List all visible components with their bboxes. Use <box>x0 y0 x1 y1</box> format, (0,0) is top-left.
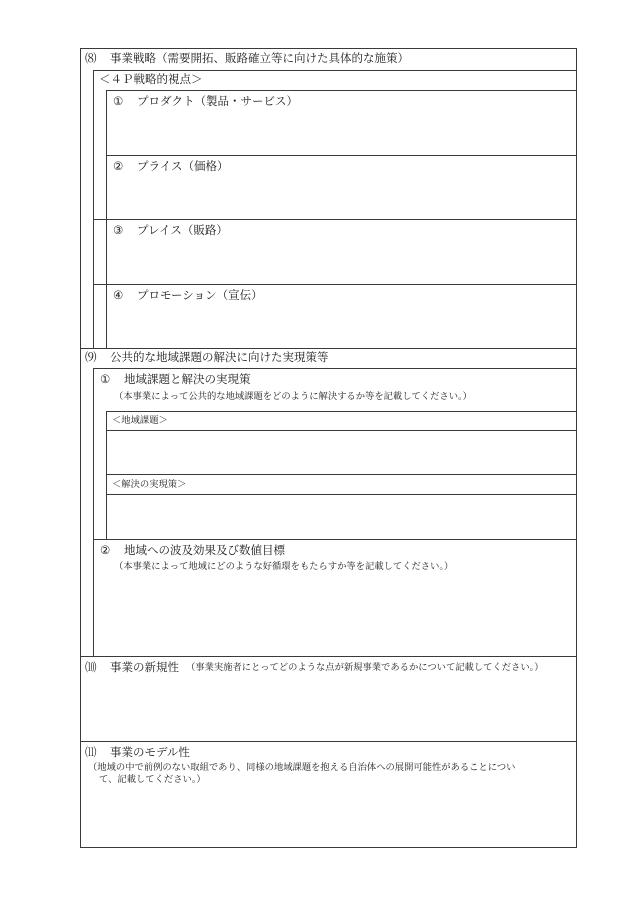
s8-item4-number: ④ <box>113 288 124 302</box>
s8-subtitle-divider <box>106 90 577 91</box>
s9-sub2-top <box>106 474 577 475</box>
s8-item2-answer-field[interactable] <box>107 176 576 219</box>
s8-item-divider-2 <box>106 155 577 156</box>
s8-indent-line <box>93 70 94 348</box>
s9-regional-issue-field[interactable] <box>107 431 576 474</box>
s8-item4-label: プロモーション（宣伝） <box>137 288 263 302</box>
s8-subtitle: ＜４Ｐ戦略的視点＞ <box>99 72 203 86</box>
s8-item3-number: ③ <box>113 223 124 237</box>
s11-answer-field[interactable] <box>81 789 576 847</box>
s8-item2-label: プライス（価格） <box>137 159 229 173</box>
s10-answer-field[interactable] <box>81 678 576 741</box>
s10-title: 事業の新規性 <box>110 660 179 674</box>
s9-item2-top <box>93 539 577 540</box>
s8-item3-answer-field[interactable] <box>107 240 576 284</box>
s8-item1-answer-field[interactable] <box>107 111 576 155</box>
s9-title: 公共的な地域課題の解決に向けた実現策等 <box>110 350 329 364</box>
s9-item2-note: （本事業によって地域にどのような好循環をもたらすか等を記載してください。） <box>114 561 454 572</box>
s9-bottom-divider <box>80 656 577 657</box>
s9-item2-answer-field[interactable] <box>94 576 576 656</box>
s9-item1-note: （本事業によって公共的な地域課題をどのように解決するか等を記載してください。） <box>114 391 472 402</box>
outer-border-right <box>576 48 577 848</box>
outer-border-top <box>80 48 577 49</box>
s10-number: ⑽ <box>85 660 97 674</box>
s8-item3-label: プレイス（販路） <box>137 223 228 237</box>
s9-header-divider <box>93 368 577 369</box>
s8-header-divider <box>93 70 577 71</box>
s8-item4-answer-field[interactable] <box>107 305 576 348</box>
s8-item1-label: プロダクト（製品・サービス） <box>137 94 298 108</box>
s9-item1-number: ① <box>100 372 111 386</box>
s9-sub1-top <box>106 411 577 412</box>
s9-sub2-label: ＜解決の実現策＞ <box>112 479 187 490</box>
s9-item2-label: 地域への波及効果及び数値目標 <box>124 543 285 557</box>
s8-item-divider-3 <box>93 219 577 220</box>
s11-number: ⑾ <box>85 745 97 759</box>
s8-title: 事業戦略（需要開拓、販路確立等に向けた具体的な施策） <box>110 51 409 65</box>
s9-solution-field[interactable] <box>107 495 576 539</box>
s9-sub1-label: ＜地域課題＞ <box>112 415 168 426</box>
s8-bottom-divider <box>80 348 577 349</box>
s8-item2-number: ② <box>113 159 124 173</box>
s9-item2-number: ② <box>100 543 111 557</box>
s8-number: ⑻ <box>85 51 97 65</box>
s8-item-divider-4 <box>93 284 577 285</box>
s11-note-line2: て、記載してください。） <box>99 774 206 785</box>
s11-title: 事業のモデル性 <box>110 745 190 759</box>
outer-border-bottom <box>80 847 577 848</box>
s11-note-line1: （地域の中で前例のない取組であり、同様の地域課題を抱える自治体への展開可能性があることについ <box>88 762 516 773</box>
s10-note: （事業実施者にとってどのような点が新規事業であるかについて記載してください。） <box>186 662 544 673</box>
s9-number: ⑼ <box>85 350 97 364</box>
s8-item1-number: ① <box>113 94 124 108</box>
s10-bottom-divider <box>80 741 577 742</box>
s9-item1-label: 地域課題と解決の実現策 <box>124 372 251 386</box>
